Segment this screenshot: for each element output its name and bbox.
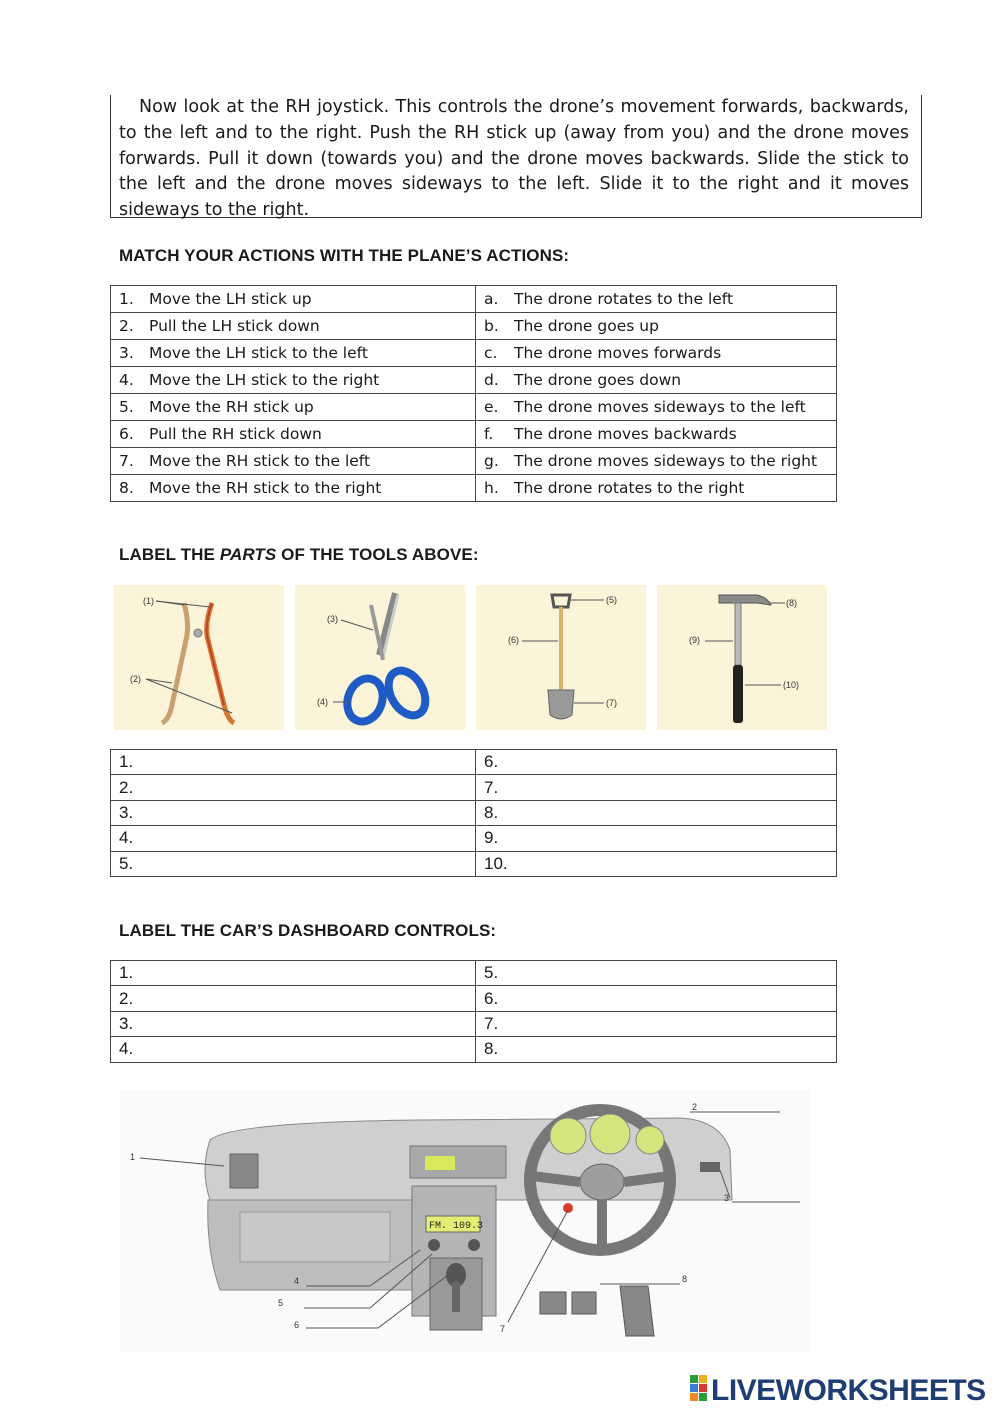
tool-label-8: (8) xyxy=(786,598,797,608)
result-letter: b. xyxy=(484,317,499,335)
match-row xyxy=(111,448,837,475)
match-row xyxy=(111,421,837,448)
answer-row xyxy=(111,750,837,775)
action-text: Pull the LH stick down xyxy=(149,317,320,335)
answer-cell[interactable]: 8. xyxy=(476,800,837,825)
match-row xyxy=(111,286,837,313)
answer-cell[interactable]: 1. xyxy=(111,750,476,775)
action-number: 5. xyxy=(119,398,134,416)
dash-label-8: 8 xyxy=(682,1274,688,1284)
result-text: The drone moves sideways to the right xyxy=(514,452,818,470)
answer-row xyxy=(111,1011,837,1036)
spade-image xyxy=(476,585,646,730)
pliers-image xyxy=(114,585,284,730)
action-number: 7. xyxy=(119,452,134,470)
action-number: 6. xyxy=(119,425,134,443)
match-action-cell xyxy=(111,286,476,313)
result-text: The drone moves backwards xyxy=(514,425,737,443)
answer-cell[interactable]: 3. xyxy=(111,800,476,825)
tools-answer-table xyxy=(110,749,837,877)
dash-label-4: 4 xyxy=(294,1276,300,1286)
logo-text: LIVEWORKSHEETS xyxy=(711,1374,986,1407)
tool-label-7: (7) xyxy=(606,698,617,708)
result-text: The drone moves sideways to the left xyxy=(514,398,806,416)
action-text: Move the RH stick to the left xyxy=(149,452,371,470)
action-number: 8. xyxy=(119,479,134,497)
match-action-cell xyxy=(111,313,476,340)
result-letter: d. xyxy=(484,371,499,389)
result-text: The drone goes up xyxy=(514,317,659,335)
dash-label-2: 2 xyxy=(692,1102,698,1112)
answer-row xyxy=(111,961,837,986)
result-letter: h. xyxy=(484,479,499,497)
tool-label-2: (2) xyxy=(130,674,141,684)
match-action-cell xyxy=(111,367,476,394)
answer-cell[interactable]: 7. xyxy=(476,775,837,800)
result-letter: a. xyxy=(484,290,499,308)
action-number: 2. xyxy=(119,317,134,335)
action-text: Move the LH stick to the right xyxy=(149,371,380,389)
answer-row xyxy=(111,986,837,1011)
answer-cell[interactable]: 5. xyxy=(476,961,837,986)
answer-row xyxy=(111,800,837,825)
intro-paragraph: Now look at the RH joystick. This controls the drone’s movement forwards, backwards, to the left and to the right. Push the RH stick up (away from you) and the drone moves forwards. Pull it down (towards you) and the drone moves backwards. Slide the stick to the left and the drone moves sideways to the left. Slide it to the right and it moves sideways to the right. xyxy=(110,95,922,218)
answer-cell[interactable]: 4. xyxy=(111,1037,476,1062)
action-text: Move the RH stick to the right xyxy=(149,479,382,497)
answer-cell[interactable]: 10. xyxy=(476,851,837,876)
match-action-cell xyxy=(111,340,476,367)
match-result-cell xyxy=(476,313,837,340)
match-action-cell xyxy=(111,448,476,475)
action-number: 1. xyxy=(119,290,134,308)
match-action-cell xyxy=(111,394,476,421)
match-row xyxy=(111,340,837,367)
match-result-cell xyxy=(476,394,837,421)
action-number: 3. xyxy=(119,344,134,362)
answer-cell[interactable]: 8. xyxy=(476,1037,837,1062)
result-text: The drone rotates to the right xyxy=(514,479,745,497)
answer-cell[interactable]: 1. xyxy=(111,961,476,986)
match-row xyxy=(111,313,837,340)
answer-cell[interactable]: 7. xyxy=(476,1011,837,1036)
match-row xyxy=(111,475,837,502)
result-text: The drone rotates to the left xyxy=(514,290,734,308)
answer-cell[interactable]: 4. xyxy=(111,826,476,851)
tool-label-9: (9) xyxy=(689,635,700,645)
dashboard-heading: LABEL THE CAR’S DASHBOARD CONTROLS: xyxy=(119,921,497,940)
answer-cell[interactable]: 3. xyxy=(111,1011,476,1036)
radio-display: FM. 109.3 xyxy=(429,1221,484,1232)
answer-row xyxy=(111,851,837,876)
dash-label-6: 6 xyxy=(294,1320,300,1330)
action-text: Pull the RH stick down xyxy=(149,425,322,443)
match-row xyxy=(111,367,837,394)
match-row xyxy=(111,394,837,421)
tool-label-6: (6) xyxy=(508,635,519,645)
tool-label-1: (1) xyxy=(143,596,154,606)
result-text: The drone moves forwards xyxy=(514,344,722,362)
answer-row xyxy=(111,1037,837,1062)
logo-icon xyxy=(690,1375,708,1409)
tools-heading: LABEL THE PARTS OF THE TOOLS ABOVE: xyxy=(119,545,479,564)
match-result-cell xyxy=(476,286,837,313)
answer-cell[interactable]: 9. xyxy=(476,826,837,851)
dash-label-3: 3 xyxy=(724,1193,730,1203)
dash-label-5: 5 xyxy=(278,1298,284,1308)
action-text: Move the LH stick to the left xyxy=(149,344,368,362)
answer-cell[interactable]: 2. xyxy=(111,775,476,800)
result-letter: e. xyxy=(484,398,499,416)
match-action-cell xyxy=(111,421,476,448)
tool-label-3: (3) xyxy=(327,614,338,624)
match-heading: MATCH YOUR ACTIONS WITH THE PLANE’S ACTIONS: xyxy=(119,246,570,265)
match-result-cell xyxy=(476,340,837,367)
answer-row xyxy=(111,775,837,800)
dash-label-1: 1 xyxy=(130,1152,136,1162)
match-action-cell xyxy=(111,475,476,502)
answer-cell[interactable]: 6. xyxy=(476,986,837,1011)
dashboard-image xyxy=(120,1090,810,1352)
scissors-image xyxy=(295,585,465,730)
result-letter: c. xyxy=(484,344,498,362)
dash-label-7: 7 xyxy=(500,1324,506,1334)
tool-label-4: (4) xyxy=(317,697,328,707)
match-result-cell xyxy=(476,421,837,448)
answer-cell[interactable]: 6. xyxy=(476,750,837,775)
result-letter: g. xyxy=(484,452,499,470)
action-text: Move the LH stick up xyxy=(149,290,312,308)
answer-cell[interactable]: 2. xyxy=(111,986,476,1011)
match-result-cell xyxy=(476,448,837,475)
answer-cell[interactable]: 5. xyxy=(111,851,476,876)
match-result-cell xyxy=(476,475,837,502)
match-result-cell xyxy=(476,367,837,394)
result-letter: f. xyxy=(484,425,494,443)
action-text: Move the RH stick up xyxy=(149,398,314,416)
result-text: The drone goes down xyxy=(514,371,682,389)
tool-label-10: (10) xyxy=(783,680,800,690)
hammer-image xyxy=(657,585,827,730)
action-number: 4. xyxy=(119,371,134,389)
dashboard-answer-table xyxy=(110,960,837,1063)
tool-label-5: (5) xyxy=(606,595,617,605)
answer-row xyxy=(111,826,837,851)
match-table xyxy=(110,285,837,502)
liveworksheets-logo xyxy=(690,1374,986,1409)
